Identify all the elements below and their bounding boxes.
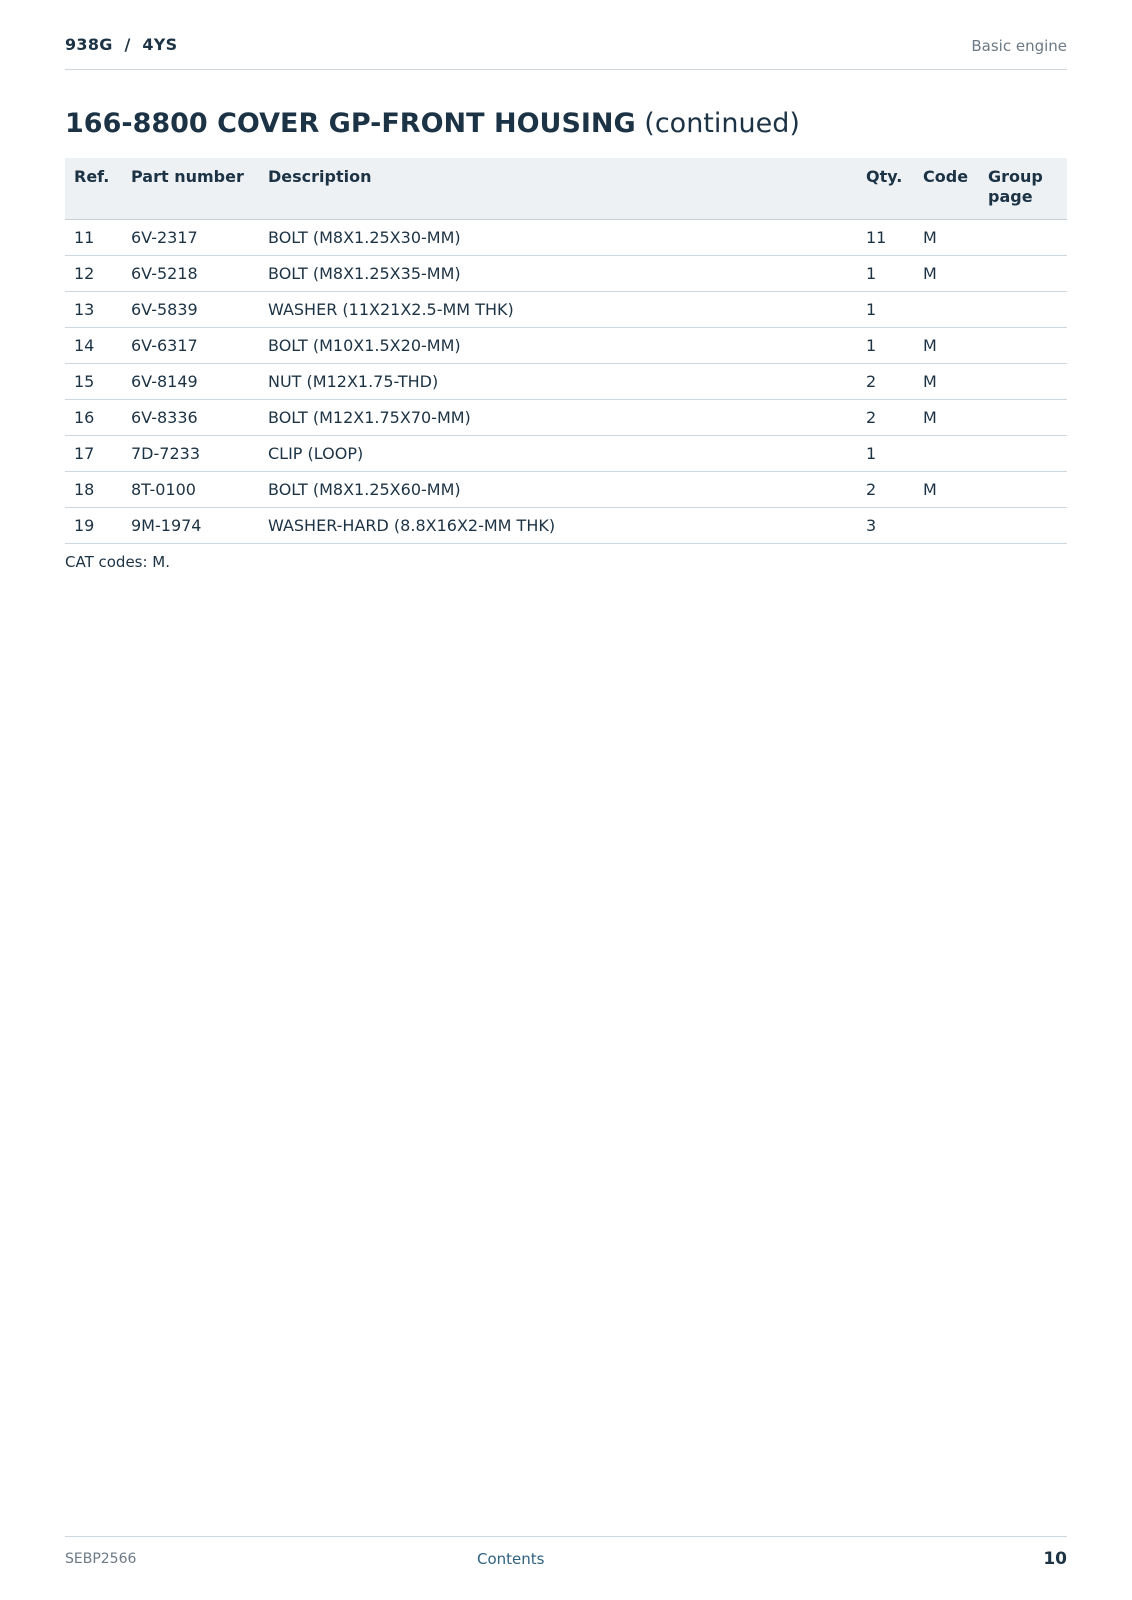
header-part-number: Part number xyxy=(122,158,259,220)
cell-part-number: 6V-8149 xyxy=(122,364,259,400)
header-ref: Ref. xyxy=(65,158,122,220)
cell-code: M xyxy=(914,472,979,508)
cell-ref: 19 xyxy=(65,508,122,544)
cat-codes-note: CAT codes: M. xyxy=(65,553,171,571)
cell-ref: 15 xyxy=(65,364,122,400)
cell-code: M xyxy=(914,364,979,400)
cell-ref: 14 xyxy=(65,328,122,364)
table-header-row xyxy=(65,158,1067,220)
cell-group-page xyxy=(979,364,1067,400)
contents-link[interactable]: Contents xyxy=(477,1550,545,1568)
parts-table xyxy=(65,158,1067,544)
cell-code: M xyxy=(914,256,979,292)
cell-part-number: 6V-2317 xyxy=(122,220,259,256)
table-row xyxy=(65,364,1067,400)
table-row xyxy=(65,328,1067,364)
page-number: 10 xyxy=(1043,1549,1067,1569)
cell-description: WASHER (11X21X2.5-MM THK) xyxy=(259,292,857,328)
cell-group-page xyxy=(979,220,1067,256)
page-footer xyxy=(65,1536,1067,1577)
cell-description: BOLT (M8X1.25X30-MM) xyxy=(259,220,857,256)
cell-group-page xyxy=(979,328,1067,364)
cell-description: CLIP (LOOP) xyxy=(259,436,857,472)
cell-part-number: 9M-1974 xyxy=(122,508,259,544)
cell-code: M xyxy=(914,328,979,364)
header-qty: Qty. xyxy=(857,158,914,220)
cell-group-page xyxy=(979,508,1067,544)
cell-qty: 1 xyxy=(857,256,914,292)
cell-code: M xyxy=(914,400,979,436)
section-name: Basic engine xyxy=(971,37,1067,55)
cell-ref: 18 xyxy=(65,472,122,508)
cell-description: WASHER-HARD (8.8X16X2-MM THK) xyxy=(259,508,857,544)
cell-group-page xyxy=(979,292,1067,328)
cell-description: BOLT (M10X1.5X20-MM) xyxy=(259,328,857,364)
cell-group-page xyxy=(979,436,1067,472)
title-suffix: (continued) xyxy=(644,108,800,139)
page-title xyxy=(65,108,800,139)
cell-code xyxy=(914,436,979,472)
cell-ref: 12 xyxy=(65,256,122,292)
table-row xyxy=(65,220,1067,256)
cell-qty: 2 xyxy=(857,364,914,400)
cell-qty: 2 xyxy=(857,400,914,436)
table-row xyxy=(65,508,1067,544)
table-row xyxy=(65,400,1067,436)
cell-part-number: 8T-0100 xyxy=(122,472,259,508)
cell-description: BOLT (M8X1.25X35-MM) xyxy=(259,256,857,292)
cell-group-page xyxy=(979,256,1067,292)
header-code: Code xyxy=(914,158,979,220)
cell-ref: 16 xyxy=(65,400,122,436)
cell-description: BOLT (M8X1.25X60-MM) xyxy=(259,472,857,508)
assembly-title: 166-8800 COVER GP-FRONT HOUSING xyxy=(65,108,636,139)
cell-part-number: 6V-5839 xyxy=(122,292,259,328)
cell-group-page xyxy=(979,400,1067,436)
cell-description: NUT (M12X1.75-THD) xyxy=(259,364,857,400)
table-row xyxy=(65,436,1067,472)
cell-qty: 1 xyxy=(857,292,914,328)
page-header xyxy=(65,0,1067,70)
cell-qty: 3 xyxy=(857,508,914,544)
table-row xyxy=(65,472,1067,508)
cell-ref: 11 xyxy=(65,220,122,256)
cell-part-number: 6V-6317 xyxy=(122,328,259,364)
cell-code: M xyxy=(914,220,979,256)
cell-ref: 13 xyxy=(65,292,122,328)
cell-code xyxy=(914,508,979,544)
cell-qty: 2 xyxy=(857,472,914,508)
cell-code xyxy=(914,292,979,328)
header-group-page: Group page xyxy=(979,158,1067,220)
table-row xyxy=(65,292,1067,328)
header-description: Description xyxy=(259,158,857,220)
model-title: 938G / 4YS xyxy=(65,35,178,54)
cell-qty: 1 xyxy=(857,436,914,472)
cell-group-page xyxy=(979,472,1067,508)
cell-description: BOLT (M12X1.75X70-MM) xyxy=(259,400,857,436)
cell-ref: 17 xyxy=(65,436,122,472)
cell-qty: 11 xyxy=(857,220,914,256)
table-row xyxy=(65,256,1067,292)
cell-part-number: 7D-7233 xyxy=(122,436,259,472)
cell-qty: 1 xyxy=(857,328,914,364)
cell-part-number: 6V-8336 xyxy=(122,400,259,436)
cell-part-number: 6V-5218 xyxy=(122,256,259,292)
document-id: SEBP2566 xyxy=(65,1551,137,1567)
